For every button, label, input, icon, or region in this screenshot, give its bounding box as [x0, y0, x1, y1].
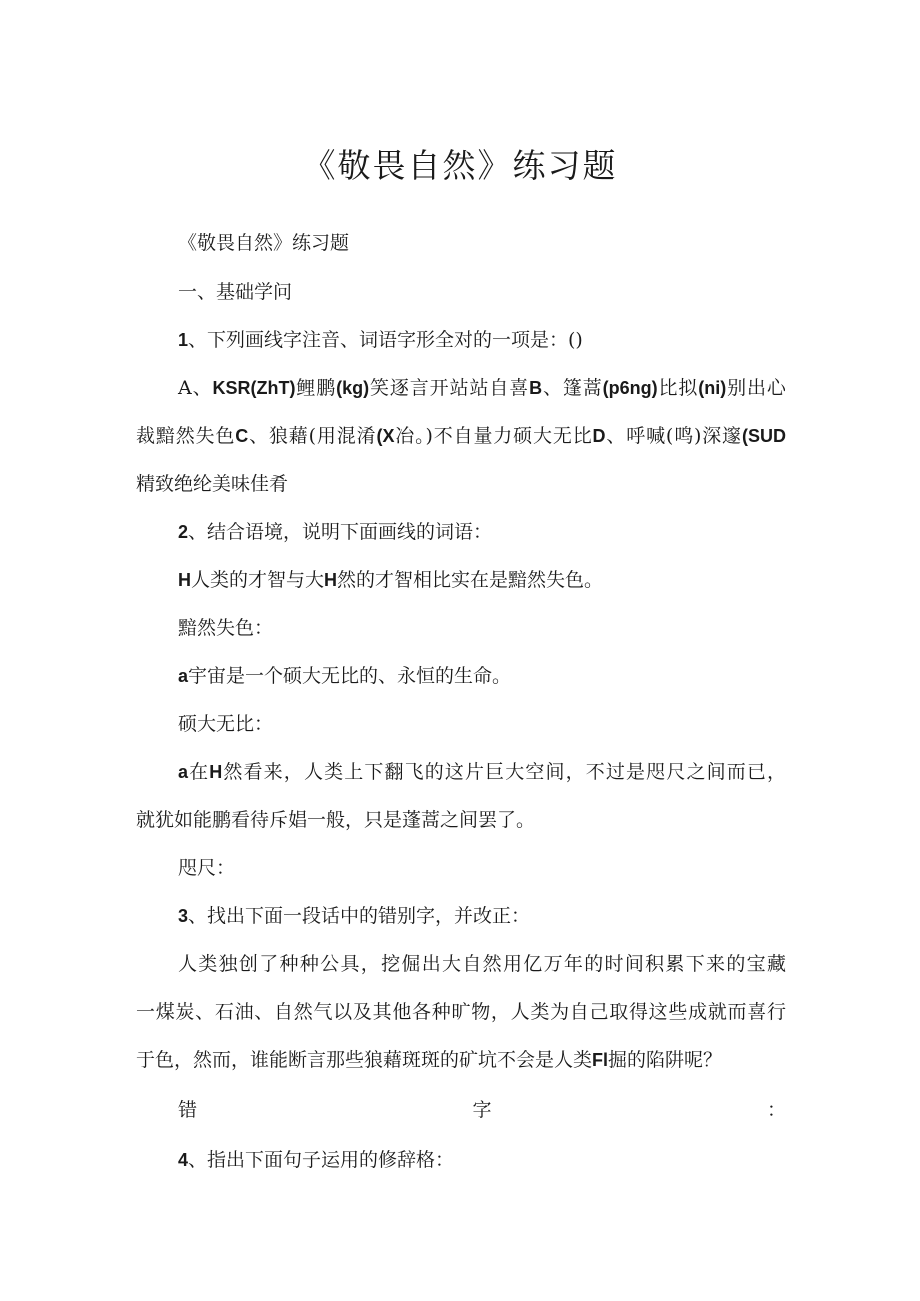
answer-label-c: ：: [766, 1099, 786, 1121]
q3-paragraph-line-3: [136, 1036, 786, 1084]
question-text: 、指出下面句子运用的修辞格：: [188, 1149, 455, 1171]
sentence-marker-2: H: [209, 762, 223, 782]
sentence-text: 宇宙是一个硕大无比的、永恒的生命。: [188, 665, 512, 687]
answer-label-a: 错: [178, 1099, 198, 1121]
sentence-text-2: 然看来，人类上下翻飞的这片巨大空间，不过是咫尺之间而已，: [222, 761, 786, 783]
question-text: 、下列画线字注音、词语字形全对的一项是：(): [188, 329, 583, 351]
page-title: 《敬畏自然》练习题: [302, 146, 618, 185]
option-c-text: 、狼藉(用混淆: [248, 425, 377, 447]
q1-options-line-3: 精致绝纶美味佳肴: [136, 473, 289, 495]
sentence-text: 在: [188, 761, 210, 783]
sentence-text-2: 然的才智相比实在是黯然失色。: [337, 569, 604, 591]
q2-sentence-3-line-2: 就犹如能鹏看待斥娼一般，只是蓬蒿之间罢了。: [136, 809, 536, 831]
option-b-label: B: [529, 378, 543, 398]
option-a-text-2: 笑逐言开站站自喜: [369, 377, 530, 399]
option-c-label: C: [235, 426, 249, 446]
question-3: [178, 892, 786, 940]
option-b-pinyin-2: (ni): [698, 378, 727, 398]
sentence-marker-2: H: [324, 570, 338, 590]
section-heading: 一、基础学问: [178, 281, 293, 303]
question-number: 4: [178, 1150, 189, 1170]
sentence-marker: H: [178, 570, 191, 590]
question-4: [178, 1136, 786, 1184]
paragraph-text-2: 掘的陷阱呢？: [608, 1049, 723, 1071]
q2-word-1: 黯然失色：: [178, 617, 274, 639]
question-text: 、结合语境，说明下面画线的词语：: [188, 521, 493, 543]
question-1: [178, 316, 786, 364]
subtitle: 《敬畏自然》练习题: [178, 232, 350, 254]
option-b-text: 、篷蒿: [542, 377, 603, 399]
sentence-marker: a: [178, 762, 189, 782]
question-number: 1: [178, 330, 189, 350]
option-d-label: D: [592, 426, 606, 446]
question-2: [178, 508, 786, 556]
q2-word-3: 咫尺：: [178, 857, 236, 879]
q2-sentence-2: [178, 652, 786, 700]
paragraph-garbled: Fl: [592, 1050, 609, 1070]
q3-answer-line: [178, 1086, 786, 1134]
option-a-pinyin-2: (kg): [336, 378, 370, 398]
answer-label-b: 字: [472, 1099, 492, 1121]
paragraph-text: 于色，然而，谁能断言那些狼藉斑斑的矿坑不会是人类: [136, 1049, 593, 1071]
q3-paragraph-line-1: 人类独创了种种公具，挖倔出大自然用亿万年的时间积累下来的宝藏: [178, 953, 786, 975]
q1-options-line-1: [178, 364, 786, 412]
sentence-marker: a: [178, 666, 189, 686]
option-b-text-4: 裁黯然失色: [136, 425, 236, 447]
question-number: 2: [178, 522, 189, 542]
option-b-text-2: 比拟: [657, 377, 699, 399]
option-b-pinyin: (p6ng): [602, 378, 658, 398]
option-d-text: 、呼喊(鸣)深邃: [605, 425, 742, 447]
q2-sentence-1: [178, 556, 786, 604]
option-c-pinyin: (X: [376, 426, 395, 446]
q2-sentence-3: [178, 748, 786, 796]
question-number: 3: [178, 906, 189, 926]
option-d-pinyin: (SUD: [742, 426, 786, 446]
option-c-text-2: 冶。)不自量力硕大无比: [394, 425, 593, 447]
option-a-label: A、: [178, 377, 213, 399]
option-a-pinyin: KSR(ZhT): [212, 378, 296, 398]
question-text: 、找出下面一段话中的错别字，并改正：: [188, 905, 531, 927]
option-b-text-3: 别出心: [726, 377, 786, 399]
option-a-text: 鲤鹏: [295, 377, 337, 399]
q3-paragraph-line-2: 一煤炭、石油、自然气以及其他各种旷物，人类为自己取得这些成就而喜行: [136, 1001, 786, 1023]
q2-word-2: 硕大无比：: [178, 713, 274, 735]
q1-options-line-2: [136, 412, 786, 460]
sentence-text: 人类的才智与大: [191, 569, 325, 591]
